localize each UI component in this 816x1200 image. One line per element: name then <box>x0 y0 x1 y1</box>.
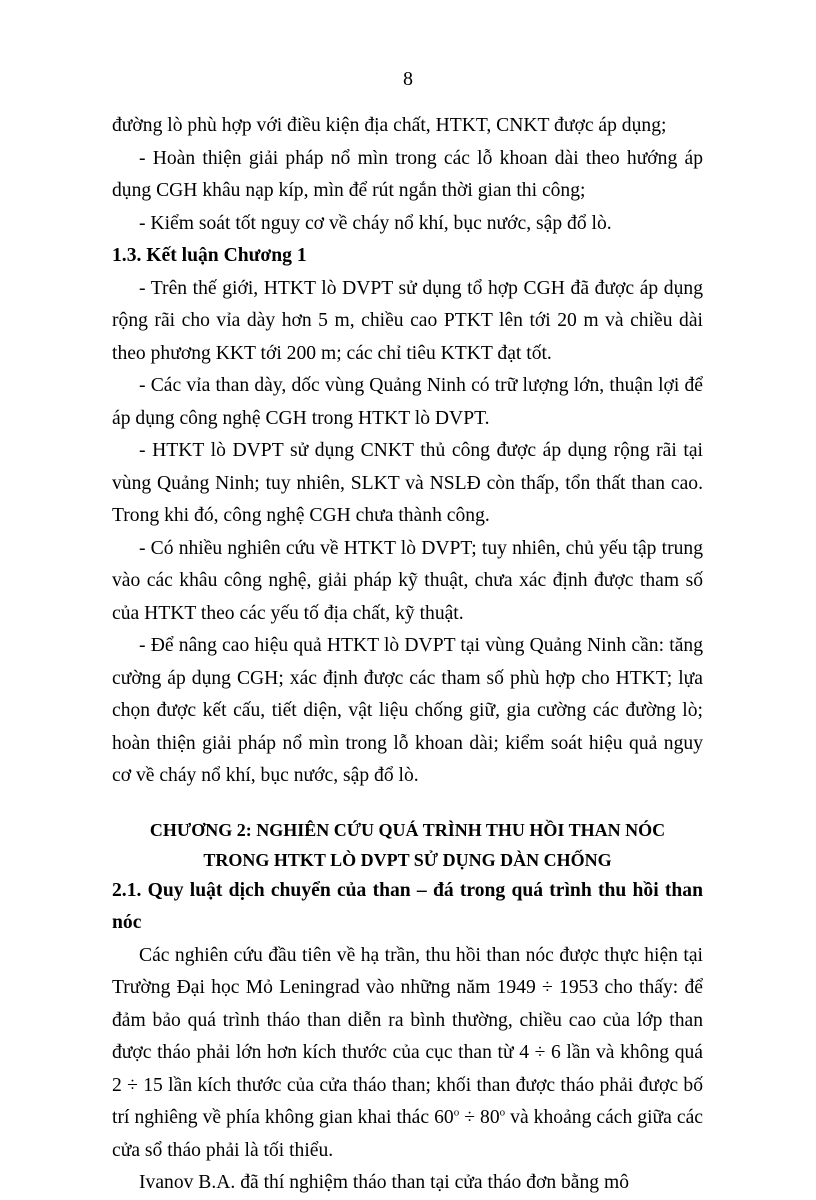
section-heading-2-1: 2.1. Quy luật dịch chuyển của than – đá trong quá trình thu hồi than nóc <box>112 879 703 933</box>
chapter-title-line: CHƯƠNG 2: NGHIÊN CỨU QUÁ TRÌNH THU HỒI THAN NÓC <box>149 819 666 840</box>
range-separator: ÷ 80 <box>459 1107 500 1128</box>
page-body <box>112 110 703 1200</box>
paragraph: đường lò phù hợp với điều kiện địa chất, HTKT, CNKT được áp dụng; <box>112 115 667 136</box>
conclusion-item: - Các vỉa than dày, dốc vùng Quảng Ninh có trữ lượng lớn, thuận lợi để áp dụng công nghệ CGH trong HTKT lò DVPT. <box>112 375 703 429</box>
paragraph: - Kiểm soát tốt nguy cơ về cháy nổ khí, bục nước, sập đổ lò. <box>139 212 612 234</box>
conclusion-item: - HTKT lò DVPT sử dụng CNKT thủ công được áp dụng rộng rãi tại vùng Quảng Ninh; tuy nhiên, SLKT và NSLĐ còn thấp, tổn thất than cao. Trong khi đó, công nghệ CGH chưa thành công. <box>112 440 703 526</box>
chapter-title-line: TRONG HTKT LÒ DVPT SỬ DỤNG DÀN CHỐNG <box>203 849 612 870</box>
chapter-title <box>112 815 703 875</box>
paragraph-text: Các nghiên cứu đầu tiên về hạ trần, thu hồi than nóc được thực hiện tại Trường Đại học Mỏ Leningrad vào những năm 1949 ÷ 1953 cho thấy: để đảm bảo quá trình tháo than diễn ra bình thường, chiều cao của lớp than được tháo phải lớn hơn kích thước của cục than từ 4 ÷ 6 lần và không quá 2 ÷ 15 lần kích thước của cửa tháo than; khối than được tháo phải được bố trí nghiêng về phía không gian khai thác 60 <box>112 944 703 1128</box>
degree-mark: o <box>499 1106 506 1119</box>
conclusion-item: - Có nhiều nghiên cứu về HTKT lò DVPT; tuy nhiên, chủ yếu tập trung vào các khâu công nghệ, giải pháp kỹ thuật, chưa xác định được tham số của HTKT theo các yếu tố địa chất, kỹ thuật. <box>112 537 703 624</box>
degree-mark: o <box>453 1106 460 1119</box>
conclusion-item: - Trên thế giới, HTKT lò DVPT sử dụng tổ hợp CGH đã được áp dụng rộng rãi cho vỉa dày hơn 5 m, chiều cao PTKT lên tới 20 m và chiều dài theo phương KKT tới 200 m; các chỉ tiêu KTKT đạt tốt. <box>112 277 703 364</box>
section-heading-1-3: 1.3. Kết luận Chương 1 <box>112 245 307 266</box>
paragraph <box>112 940 703 1168</box>
paragraph: Ivanov B.A. đã thí nghiệm tháo than tại cửa tháo đơn bằng mô <box>139 1172 630 1193</box>
paragraph: - Hoàn thiện giải pháp nổ mìn trong các lỗ khoan dài theo hướng áp dụng CGH khâu nạp kíp, mìn để rút ngắn thời gian thi công; <box>112 147 703 201</box>
paragraph-text: và khoảng cách giữa các cửa sổ tháo phải là tối thiểu. <box>112 1107 703 1161</box>
conclusion-item: - Để nâng cao hiệu quả HTKT lò DVPT tại vùng Quảng Ninh cần: tăng cường áp dụng CGH; xác định được các tham số phù hợp cho HTKT; lựa chọn được kết cấu, tiết diện, vật liệu chống giữ, gia cường các đường lò; hoàn thiện giải pháp nổ mìn trong lỗ khoan dài; kiểm soát hiệu quả nguy cơ về cháy nổ khí, bục nước, sập đổ lò. <box>112 635 703 786</box>
page-number: 8 <box>403 68 413 90</box>
